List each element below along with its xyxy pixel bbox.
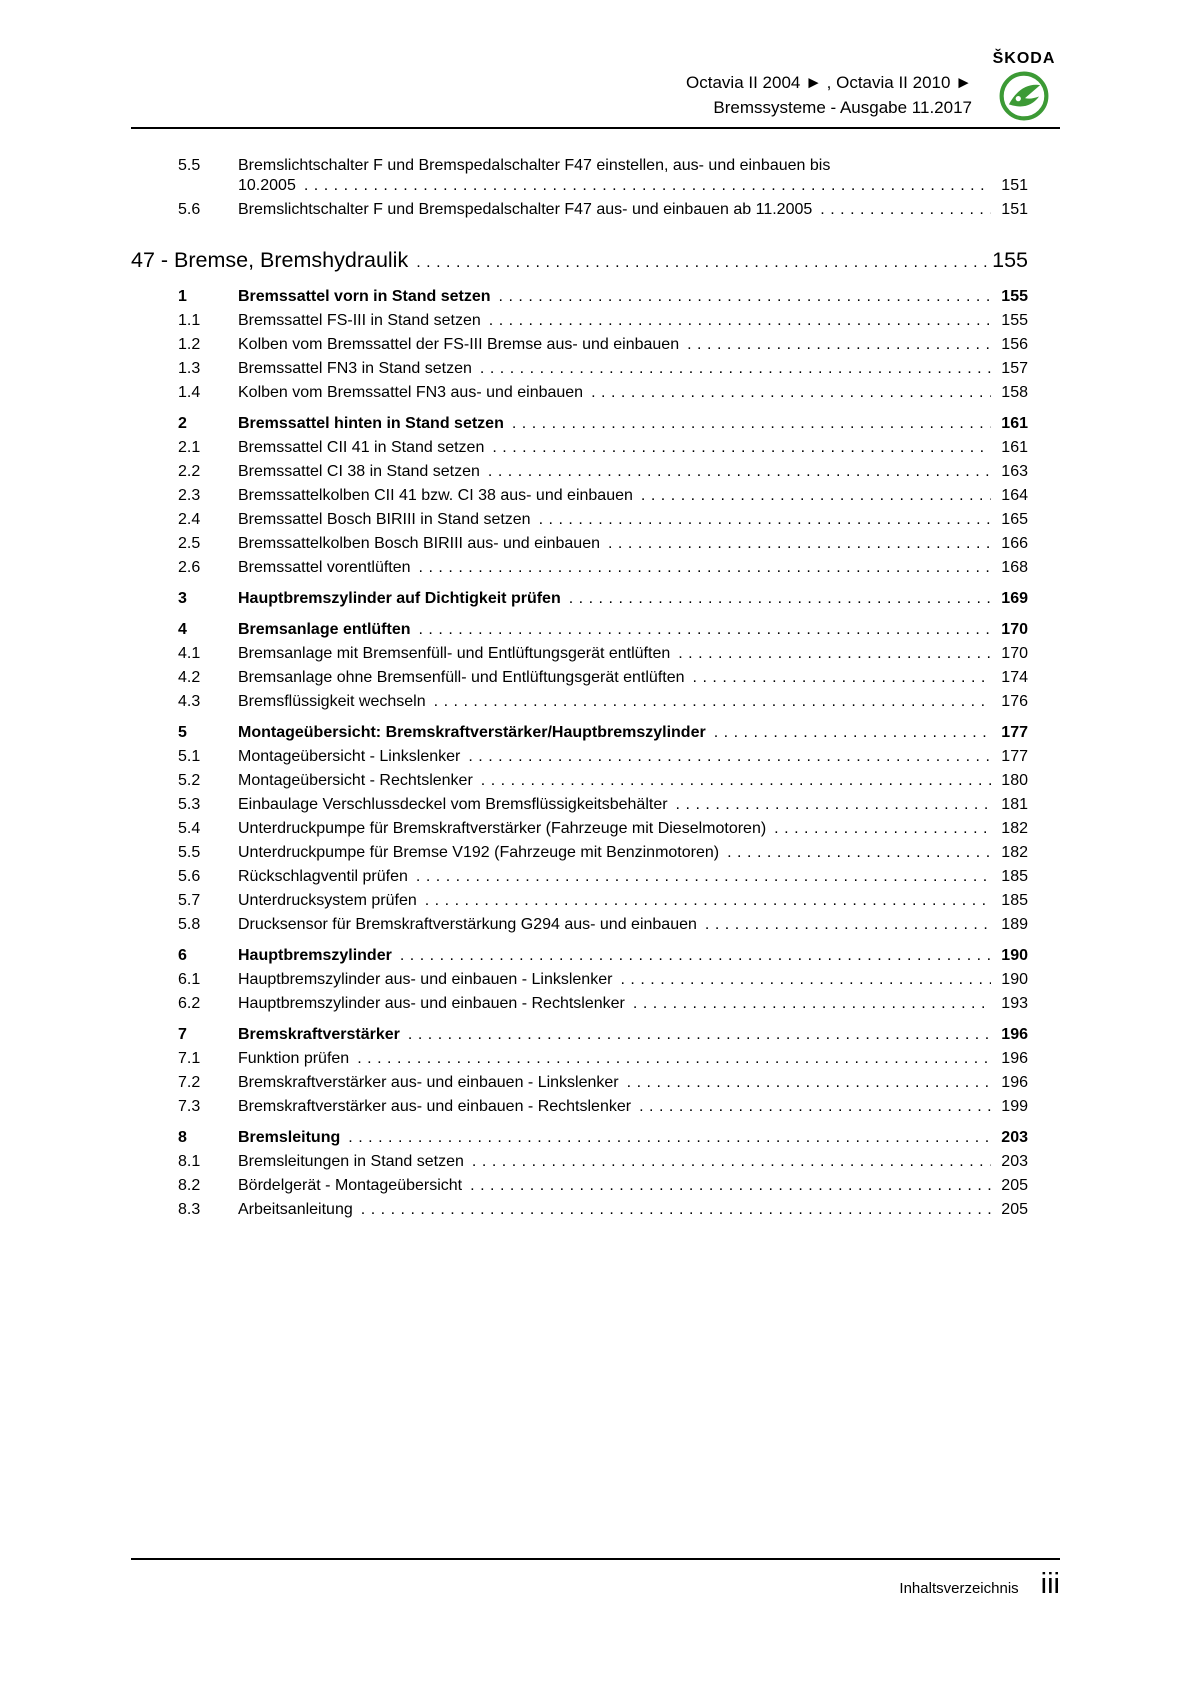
leader-dots [357,1049,991,1069]
toc-entry-row [131,414,1028,434]
toc-entry-row [131,200,1028,220]
toc-entry-number: 1.3 [178,360,201,377]
toc-entry-title: Einbaulage Verschlussdeckel vom Bremsflüssigkeitsbehälter [238,796,668,813]
leader-dots [489,311,991,331]
toc-entry-row [131,311,1028,331]
leader-dots [470,1176,991,1196]
toc-entry-row [131,1025,1028,1045]
toc-entry-row [131,771,1028,791]
footer-label: Inhaltsverzeichnis [899,1580,1019,1597]
toc-entry-row [131,462,1028,482]
leader-dots [705,915,991,935]
toc-entry-number: 2.2 [178,463,201,480]
toc-entry-page: 176 [1001,693,1028,710]
toc-entry-page: 185 [1001,892,1028,909]
toc-entry-title: Bremskraftverstärker aus- und einbauen - Rechtslenker [238,1098,632,1115]
leader-dots [627,1073,991,1093]
toc-entry-page: 174 [1001,669,1028,686]
leader-dots [820,200,991,220]
toc-entry-title: Unterdruckpumpe für Bremse V192 (Fahrzeuge mit Benzinmotoren) [238,844,720,861]
leader-dots [641,486,991,506]
leader-dots [416,867,991,887]
toc-entry-title: Bremssattel vorentlüften [238,559,411,576]
toc-entry-page: 196 [1001,1026,1028,1043]
toc-entry-page: 166 [1001,535,1028,552]
toc-entry-row [131,843,1028,863]
toc-entry-title: Funktion prüfen [238,1050,350,1067]
toc-entry-row [131,1176,1028,1196]
toc-entry-title: Arbeitsanleitung [238,1201,353,1218]
toc-entry-title: 47 - Bremse, Bremshydraulik [131,248,409,272]
toc-entry-number: 2.1 [178,439,201,456]
toc-entry-number: 7 [178,1026,187,1043]
toc-entry-title: Bremssattel vorn in Stand setzen [238,288,491,305]
toc-entry-number: 6.2 [178,995,201,1012]
toc-entry-title: Montageübersicht - Linkslenker [238,748,461,765]
toc-entry-title: Kolben vom Bremssattel der FS-III Bremse aus- und einbauen [238,336,680,353]
toc-entry-title: Bremssattel FS-III in Stand setzen [238,312,481,329]
toc-entry-number: 5.7 [178,892,201,909]
toc-entry-row [131,1049,1028,1069]
toc-entry-page: 205 [1001,1177,1028,1194]
toc-entry-title: Bremsflüssigkeit wechseln [238,693,426,710]
toc-entry-number: 2.6 [178,559,201,576]
toc-entry-page: 181 [1001,796,1028,813]
toc-entry-row [131,692,1028,712]
leader-dots [425,891,991,911]
leader-dots [512,414,991,434]
toc-entry-page: 185 [1001,868,1028,885]
toc-entry-title: Bremssattel CII 41 in Stand setzen [238,439,485,456]
toc-entry-number: 5.6 [178,868,201,885]
toc-entry-number: 4.2 [178,669,201,686]
toc-entry-page: 163 [1001,463,1028,480]
toc-entry-row [131,438,1028,458]
toc-entry-number: 1.4 [178,384,201,401]
toc-entry-number: 2.5 [178,535,201,552]
leader-dots [361,1200,991,1220]
toc-entry-title: Bremssattel CI 38 in Stand setzen [238,463,480,480]
toc-entry-page: 203 [1001,1153,1028,1170]
toc-entry-title: Hauptbremszylinder [238,947,392,964]
page-header [131,50,1060,129]
toc-entry-number: 5.6 [178,201,201,218]
toc-entry-page: 165 [1001,511,1028,528]
leader-dots [480,359,991,379]
skoda-winged-arrow-icon [998,70,1050,122]
toc-entry-row [131,156,1028,196]
toc-entry-row [131,620,1028,640]
toc-entry-page: 196 [1001,1074,1028,1091]
toc-entry-number: 8.2 [178,1177,201,1194]
toc-entry-title: Bremslichtschalter F und Bremspedalschalter F47 einstellen, aus- und einbauen bis [238,157,831,174]
toc-entry-row [131,1152,1028,1172]
toc-entry-page: 157 [1001,360,1028,377]
toc-entry-page: 189 [1001,916,1028,933]
leader-dots [639,1097,991,1117]
toc-entry-page: 170 [1001,645,1028,662]
toc-entry-row [131,510,1028,530]
toc-entry-title: Kolben vom Bremssattel FN3 aus- und einbauen [238,384,584,401]
toc-entry-row [131,534,1028,554]
toc-entry-row [131,1200,1028,1220]
toc-entry-number: 5.4 [178,820,201,837]
toc-entry-page: 168 [1001,559,1028,576]
toc-entry-row [131,486,1028,506]
toc-entry-page: 169 [1001,590,1028,607]
leader-dots [416,249,987,276]
toc-entry-number: 7.2 [178,1074,201,1091]
toc-entry-page: 155 [1001,288,1028,305]
toc-entry-number: 8 [178,1129,187,1146]
toc-entry-number: 4.3 [178,693,201,710]
leader-dots [676,795,991,815]
leader-dots [774,819,991,839]
toc-entry-title: Bördelgerät - Montageübersicht [238,1177,463,1194]
skoda-wordmark: ŠKODA [992,50,1056,67]
toc-entry-page: 180 [1001,772,1028,789]
toc-entry-row [131,558,1028,578]
toc-entry-title: Bremssattelkolben CII 41 bzw. CI 38 aus- und einbauen [238,487,633,504]
toc-entry-title: Bremskraftverstärker aus- und einbauen - Linkslenker [238,1074,619,1091]
toc-entry-row [131,915,1028,935]
leader-dots [304,176,991,196]
toc-entry-row [131,946,1028,966]
toc-entry-page: 199 [1001,1098,1028,1115]
toc-entry-title: 10.2005 [238,177,296,194]
leader-dots [633,994,991,1014]
toc-entry-number: 1.2 [178,336,201,353]
toc-entry-page: 155 [992,248,1028,272]
leader-dots [408,1025,991,1045]
leader-dots [608,534,991,554]
leader-dots [693,668,992,688]
leader-dots [481,771,991,791]
toc-entry-number: 8.1 [178,1153,201,1170]
toc-list [131,152,1028,1220]
toc-entry-page: 155 [1001,312,1028,329]
toc-entry-number: 6.1 [178,971,201,988]
toc-entry-page: 177 [1001,724,1028,741]
toc-entry-title: Rückschlagventil prüfen [238,868,408,885]
toc-entry-number: 5 [178,724,187,741]
leader-dots [468,747,991,767]
toc-entry-page: 190 [1001,971,1028,988]
header-model-line: Octavia II 2004 ► , Octavia II 2010 ► [686,73,972,92]
toc-chapter-row [131,247,1028,276]
toc-entry-page: 193 [1001,995,1028,1012]
toc-entry-page: 170 [1001,621,1028,638]
toc-entry-page: 190 [1001,947,1028,964]
toc-entry-title: Hauptbremszylinder aus- und einbauen - Rechtslenker [238,995,625,1012]
leader-dots [348,1128,991,1148]
toc-entry-page: 182 [1001,820,1028,837]
toc-entry-title: Unterdrucksystem prüfen [238,892,417,909]
toc-entry-row [131,1073,1028,1093]
toc-entry-page: 164 [1001,487,1028,504]
toc-entry-title: Bremsanlage mit Bremsenfüll- und Entlüftungsgerät entlüften [238,645,671,662]
toc-entry-number: 5.1 [178,748,201,765]
toc-entry-number: 1.1 [178,312,201,329]
toc-entry-number: 5.2 [178,772,201,789]
header-edition-line: Bremssysteme - Ausgabe 11.2017 [713,98,972,117]
toc-entry-title: Drucksensor für Bremskraftverstärkung G294 aus- und einbauen [238,916,697,933]
toc-entry-number: 5.8 [178,916,201,933]
leader-dots [419,558,991,578]
toc-entry-title: Bremssattel FN3 in Stand setzen [238,360,472,377]
toc-entry-title: Montageübersicht - Rechtslenker [238,772,473,789]
leader-dots [418,620,991,640]
leader-dots [727,843,991,863]
page-footer [131,1558,1060,1599]
toc-entry-title: Bremsanlage entlüften [238,621,411,638]
toc-entry-number: 7.3 [178,1098,201,1115]
toc-entry-number: 3 [178,590,187,607]
leader-dots [472,1152,991,1172]
leader-dots [434,692,991,712]
leader-dots [488,462,991,482]
toc-entry-page: 161 [1001,439,1028,456]
toc-entry-number: 5.5 [178,844,201,861]
toc-entry-title: Hauptbremszylinder auf Dichtigkeit prüfen [238,590,561,607]
toc-entry-row [131,359,1028,379]
toc-entry-page: 203 [1001,1129,1028,1146]
toc-entry-number: 7.1 [178,1050,201,1067]
leader-dots [569,589,991,609]
leader-dots [492,438,991,458]
toc-entry-number: 4.1 [178,645,201,662]
toc-entry-number: 1 [178,288,187,305]
toc-entry-row [131,970,1028,990]
toc-entry-row [131,1128,1028,1148]
toc-entry-number: 5.3 [178,796,201,813]
toc-entry-title: Bremssattelkolben Bosch BIRIII aus- und einbauen [238,535,600,552]
toc-entry-page: 151 [1001,177,1028,194]
leader-dots [678,644,991,664]
toc-entry-row [131,287,1028,307]
toc-entry-number: 2.3 [178,487,201,504]
toc-entry-row [131,795,1028,815]
toc-entry-page: 156 [1001,336,1028,353]
toc-entry-title: Montageübersicht: Bremskraftverstärker/Hauptbremszylinder [238,724,706,741]
toc-entry-row [131,819,1028,839]
toc-entry-number: 6 [178,947,187,964]
leader-dots [687,335,991,355]
toc-entry-title: Bremssattel Bosch BIRIII in Stand setzen [238,511,531,528]
toc-entry-number: 5.5 [178,157,201,174]
footer-page-number: iii [1040,1568,1060,1600]
leader-dots [714,723,991,743]
toc-entry-title: Bremskraftverstärker [238,1026,400,1043]
toc-entry-number: 4 [178,621,187,638]
toc-entry-page: 158 [1001,384,1028,401]
toc-entry-page: 161 [1001,415,1028,432]
toc-entry-row [131,644,1028,664]
toc-entry-title: Bremssattel hinten in Stand setzen [238,415,504,432]
toc-entry-row [131,383,1028,403]
toc-entry-row [131,589,1028,609]
header-text [686,70,972,122]
toc-entry-row [131,668,1028,688]
leader-dots [539,510,991,530]
toc-entry-row [131,994,1028,1014]
toc-entry-page: 182 [1001,844,1028,861]
toc-entry-title: Bremsleitung [238,1129,341,1146]
toc-entry-page: 196 [1001,1050,1028,1067]
toc-entry-title: Bremsanlage ohne Bremsenfüll- und Entlüftungsgerät entlüften [238,669,685,686]
leader-dots [591,383,991,403]
leader-dots [499,287,991,307]
toc-entry-row [131,1097,1028,1117]
toc-entry-title: Unterdruckpumpe für Bremskraftverstärker (Fahrzeuge mit Dieselmotoren) [238,820,767,837]
toc-entry-page: 151 [1001,201,1028,218]
toc-entry-row [131,747,1028,767]
toc-entry-number: 2 [178,415,187,432]
toc-entry-number: 8.3 [178,1201,201,1218]
toc-entry-row [131,335,1028,355]
toc-entry-page: 205 [1001,1201,1028,1218]
toc-entry-row [131,723,1028,743]
toc-entry-row [131,891,1028,911]
toc-entry-title: Hauptbremszylinder aus- und einbauen - Linkslenker [238,971,613,988]
toc-entry-row [131,867,1028,887]
toc-entry-title: Bremslichtschalter F und Bremspedalschalter F47 aus- und einbauen ab 11.2005 [238,201,813,218]
leader-dots [620,970,991,990]
skoda-logo [988,50,1060,122]
toc-entry-title: Bremsleitungen in Stand setzen [238,1153,464,1170]
toc-entry-page: 177 [1001,748,1028,765]
leader-dots [400,946,991,966]
toc-entry-number: 2.4 [178,511,201,528]
